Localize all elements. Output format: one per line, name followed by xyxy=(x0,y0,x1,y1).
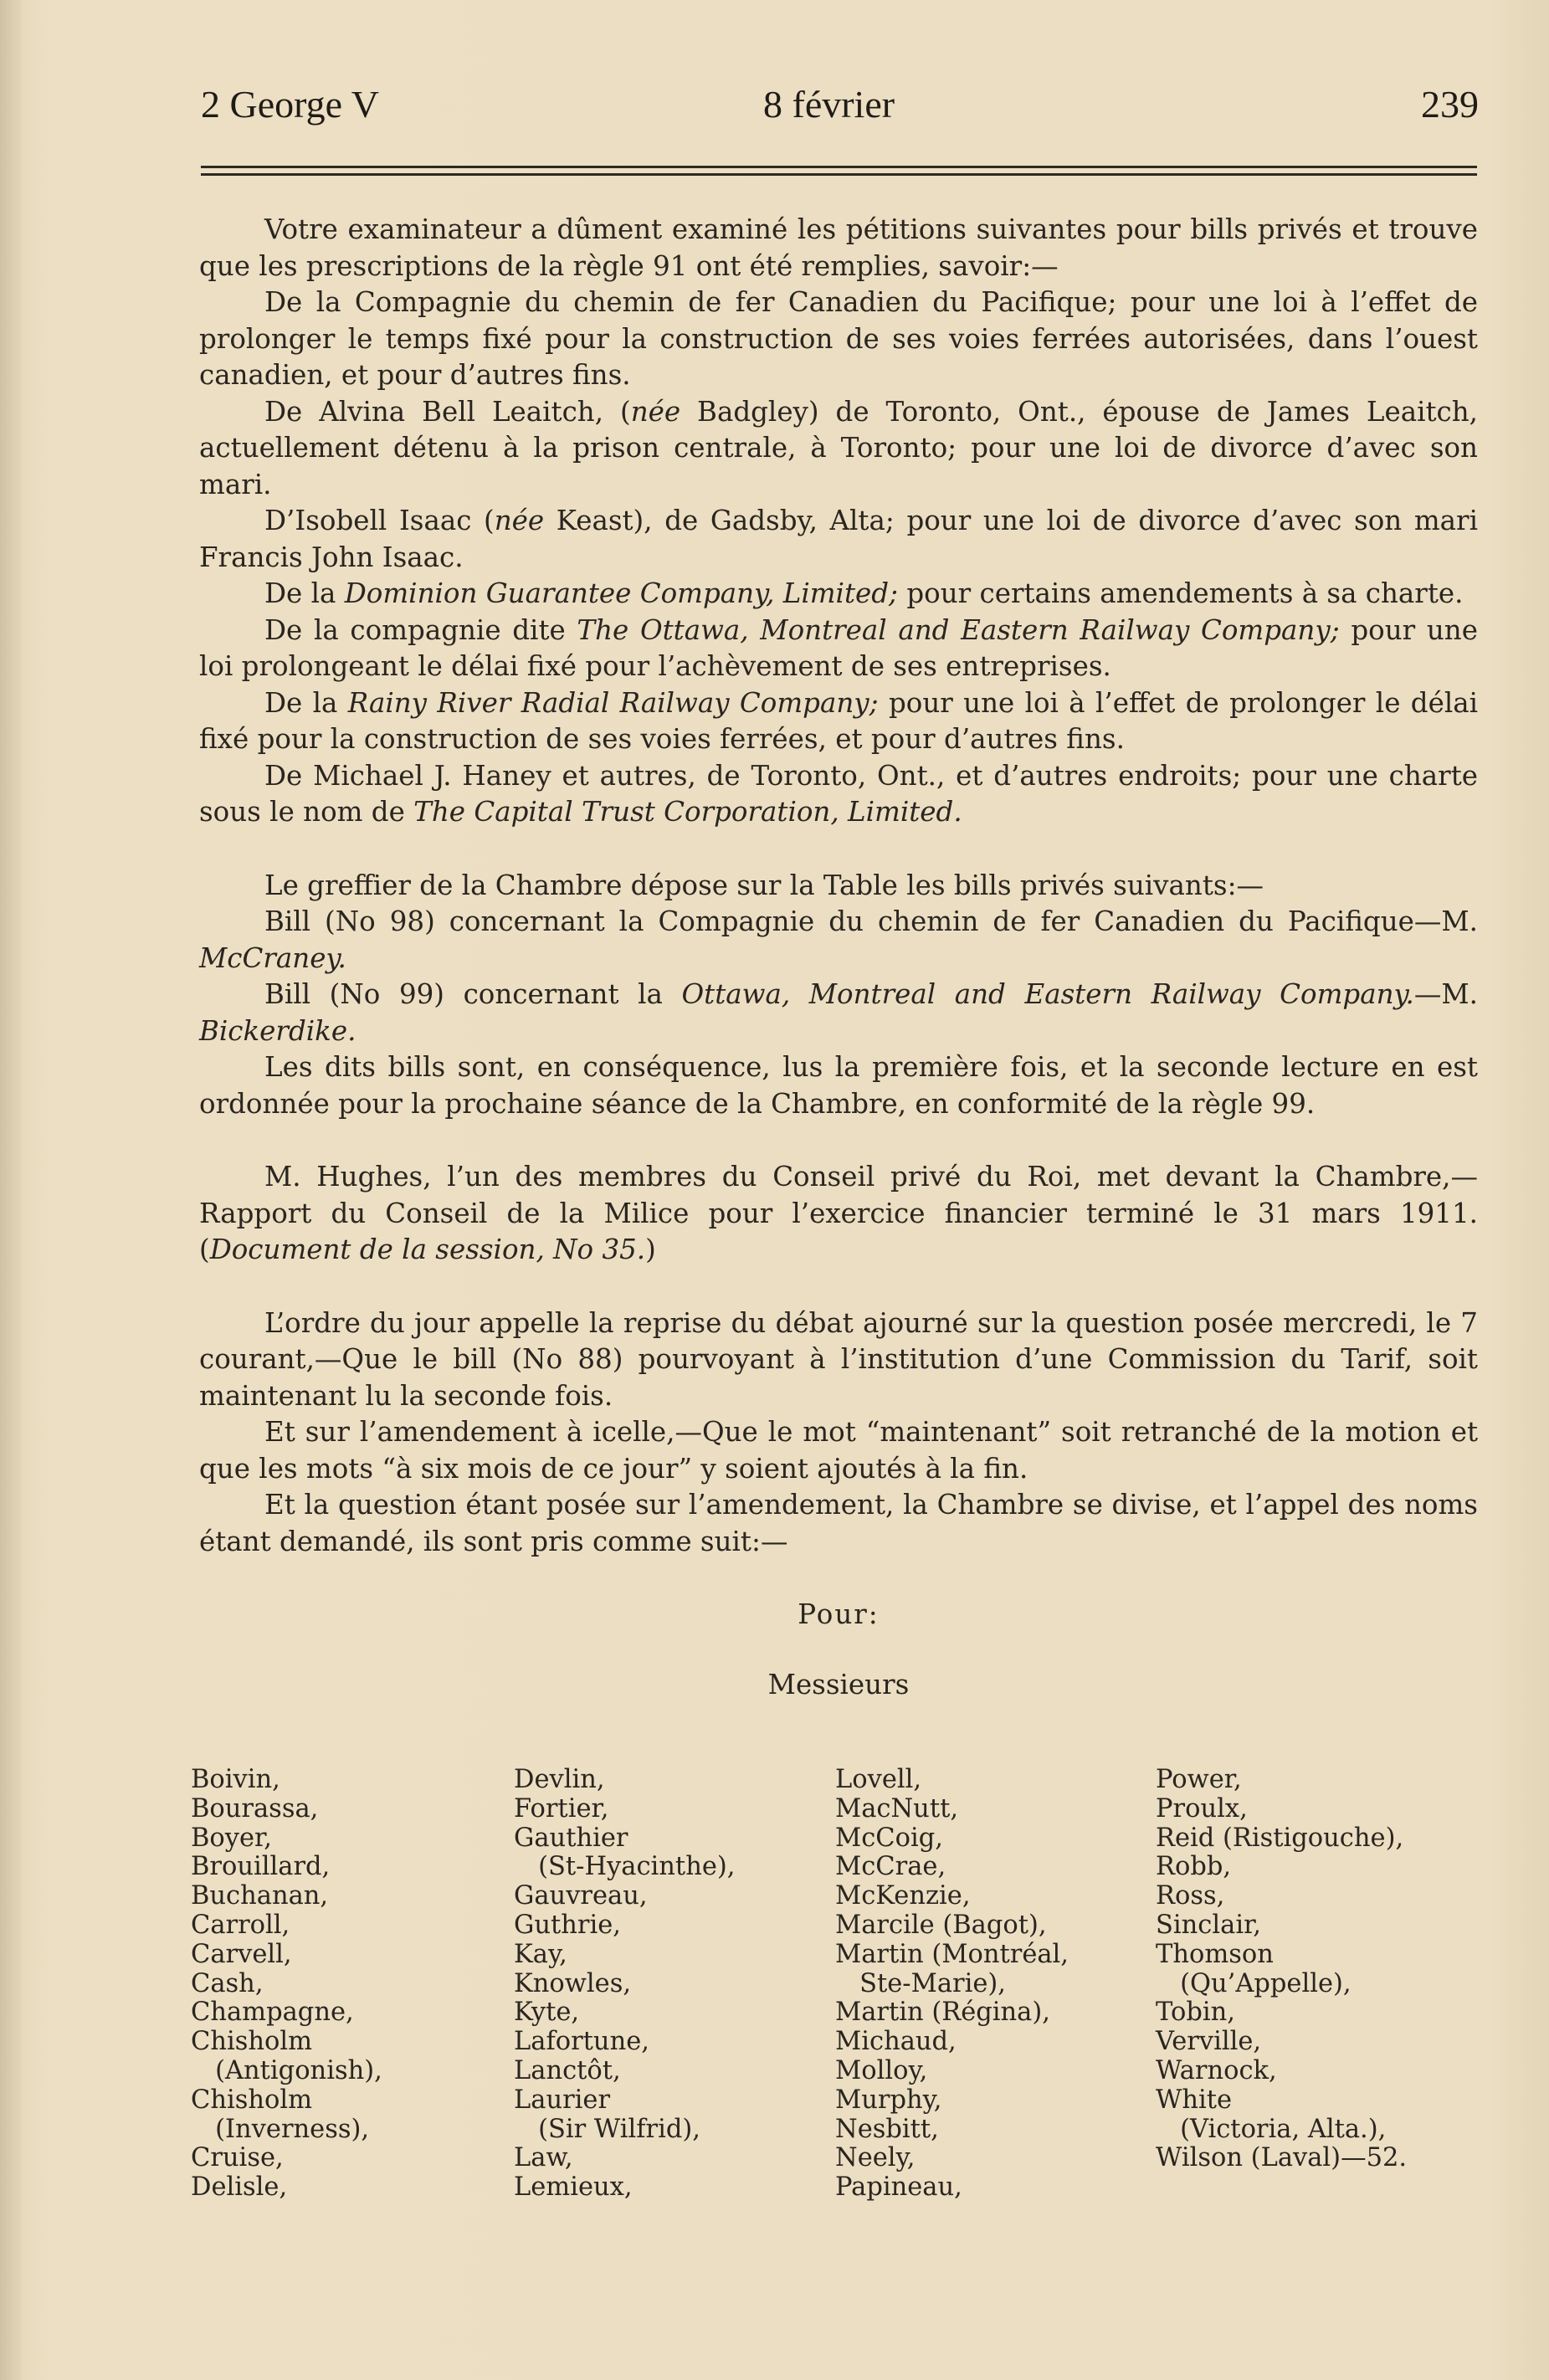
italic-run: The Capital Trust Corporation, Limited. xyxy=(413,796,962,828)
text-run: De Michael J. Haney et autres, de Toronto, Ont., et d’autres endroits; pour une charte sous le nom de xyxy=(199,759,1478,828)
member-name: (Victoria, Alta.), xyxy=(1156,2114,1387,2144)
member-name: Gauthier xyxy=(514,1823,628,1853)
member-name: McCrae, xyxy=(835,1852,946,1882)
text-run: De la compagnie dite xyxy=(264,613,577,646)
member-name: (St-Hyacinthe), xyxy=(514,1852,736,1882)
member-name: Tobin, xyxy=(1156,1998,1235,2028)
member-name: Marcile (Bagot), xyxy=(835,1910,1047,1940)
member-name: Martin (Régina), xyxy=(835,1998,1050,2028)
member-name: Neely, xyxy=(835,2143,916,2173)
member-name: Molloy, xyxy=(835,2055,928,2085)
member-name: Papineau, xyxy=(835,2172,962,2203)
journal-body xyxy=(199,212,1478,1703)
italic-run: née xyxy=(494,505,545,536)
italic-run: Rainy River Radial Railway Company; xyxy=(347,686,879,719)
paragraph xyxy=(199,904,1478,977)
member-name: Warnock, xyxy=(1156,2055,1277,2085)
member-name: (Antigonish), xyxy=(191,2055,382,2085)
member-name: (Qu’Appelle), xyxy=(1156,1968,1352,1998)
text-run: Les dits bills sont, en conséquence, lus la première fois, et la seconde lecture en est ordonnée pour la prochaine séance de la Chambre, en conformité de la règle 99. xyxy=(199,1051,1478,1120)
member-name: Chisholm xyxy=(191,2085,313,2115)
member-name: Buchanan, xyxy=(191,1881,329,1911)
text-run: pour une loi à l’effet de prolonger le délai fixé pour la construction de ses voies ferrées, et pour d’autres fins. xyxy=(199,686,1478,755)
member-name: Reid (Ristigouche), xyxy=(1156,1823,1404,1853)
running-header xyxy=(201,82,1479,141)
paragraph xyxy=(199,1049,1478,1122)
member-name: McCoig, xyxy=(835,1823,943,1853)
member-name: Lafortune, xyxy=(514,2027,649,2057)
text-run: Keast), de Gadsby, Alta; pour une loi de divorce d’avec son mari Francis John Isaac. xyxy=(199,505,1478,573)
italic-run: Bickerdike. xyxy=(199,1014,356,1047)
member-name: Proulx, xyxy=(1156,1793,1248,1823)
text-run: pour une loi prolongeant le délai fixé pour l’achèvement de ses entreprises. xyxy=(199,613,1478,682)
italic-run: Ottawa, Montreal and Eastern Railway Company. xyxy=(681,978,1414,1010)
member-name: Robb, xyxy=(1156,1852,1232,1882)
member-name: Thomson xyxy=(1156,1939,1274,1969)
paragraph xyxy=(199,613,1478,685)
member-name: Bourassa, xyxy=(191,1793,319,1823)
member-name: Gauvreau, xyxy=(514,1881,648,1911)
member-name: Ross, xyxy=(1156,1881,1225,1911)
page-binding-edge xyxy=(0,0,22,2380)
text-run: Votre examinateur a dûment examiné les pétitions suivantes pour bills privés et trouve que les prescriptions de la règle 91 ont été remplies, savoir:— xyxy=(199,213,1478,282)
member-name: Nesbitt, xyxy=(835,2114,939,2144)
name-column xyxy=(1156,1766,1490,2203)
member-name: (Sir Wilfrid), xyxy=(514,2114,700,2144)
italic-run: Document de la session, No 35. xyxy=(209,1234,646,1265)
paragraph xyxy=(199,1305,1478,1415)
member-name: Cruise, xyxy=(191,2143,284,2173)
text-run: Badgley) de Toronto, Ont., épouse de James Leaitch, actuellement détenu à la prison centrale, à Toronto; pour une loi de divorce d’avec son mari. xyxy=(199,395,1478,500)
member-name: Power, xyxy=(1156,1765,1242,1794)
member-name: Boivin, xyxy=(191,1765,280,1794)
member-name: MacNutt, xyxy=(835,1793,959,1823)
member-name: Lovell, xyxy=(835,1765,922,1794)
text-run: —M. xyxy=(1413,978,1478,1010)
vote-subheading: Messieurs xyxy=(767,1668,910,1700)
paragraph xyxy=(199,868,1478,905)
italic-run: Dominion Guarantee Company, Limited; xyxy=(344,577,899,609)
member-name: Fortier, xyxy=(514,1793,609,1823)
member-name: Chisholm xyxy=(191,2027,313,2057)
vote-heading: Pour: xyxy=(798,1598,880,1630)
member-name: Kay, xyxy=(514,1939,567,1969)
header-rule-top xyxy=(201,166,1477,168)
member-name: Carvell, xyxy=(191,1939,292,1969)
name-column xyxy=(514,1766,835,2203)
member-name: Martin (Montréal, xyxy=(835,1939,1069,1969)
paragraph xyxy=(199,212,1478,285)
member-name: Verville, xyxy=(1156,2027,1262,2057)
text-run: Bill (No 99) concernant la xyxy=(264,978,682,1010)
member-name: Wilson (Laval)—52. xyxy=(1156,2143,1408,2173)
member-name: Knowles, xyxy=(514,1968,632,1998)
paragraph xyxy=(199,285,1478,394)
italic-run: McCraney. xyxy=(199,941,346,974)
member-name: Guthrie, xyxy=(514,1910,621,1940)
paragraph xyxy=(199,977,1478,1049)
text-run: De la xyxy=(264,577,345,609)
page-number: 239 xyxy=(1421,83,1479,126)
text-run: De la Compagnie du chemin de fer Canadien du Pacifique; pour une loi à l’effet de prolonger le temps fixé pour la construction de ses voies ferrées autorisées, dans l’ouest canadien, et pour d’autres fins. xyxy=(199,286,1478,391)
text-run: Bill (No 98) concernant la Compagnie du chemin de fer Canadien du Pacifique—M. xyxy=(264,905,1478,937)
text-run: ) xyxy=(645,1234,656,1265)
member-name: Delisle, xyxy=(191,2172,288,2203)
member-name: Sinclair, xyxy=(1156,1910,1261,1940)
text-run: M. Hughes, l’un des membres du Conseil privé du Roi, met devant la Chambre,—Rapport du Conseil de la Milice pour l’exercice financier terminé le 31 mars 1911. ( xyxy=(199,1161,1478,1265)
member-name: Kyte, xyxy=(514,1998,580,2028)
text-run: pour certains amendements à sa charte. xyxy=(898,577,1464,609)
member-name: (Inverness), xyxy=(191,2114,370,2144)
member-name: Carroll, xyxy=(191,1910,290,1940)
text-run: Et la question étant posée sur l’amendement, la Chambre se divise, et l’appel des noms étant demandé, ils sont pris comme suit:— xyxy=(199,1489,1478,1557)
paragraph xyxy=(199,1487,1478,1560)
text-run: Le greffier de la Chambre dépose sur la Table les bills privés suivants:— xyxy=(264,869,1264,901)
member-name: Lanctôt, xyxy=(514,2055,621,2085)
text-run: De Alvina Bell Leaitch, ( xyxy=(264,395,631,428)
name-column xyxy=(191,1766,514,2203)
paragraph xyxy=(199,576,1478,613)
paragraph xyxy=(199,394,1478,504)
text-run: L’ordre du jour appelle la reprise du débat ajourné sur la question posée mercredi, le 7 courant,—Que le bill (No 88) pourvoyant à l’institution d’une Commission du Tarif, soit maintenant lu la seconde fois. xyxy=(199,1306,1478,1412)
member-name: Ste-Marie), xyxy=(835,1968,1006,1998)
paragraph xyxy=(199,1414,1478,1487)
italic-run: née xyxy=(630,395,681,428)
paragraph xyxy=(199,758,1478,831)
member-name: Laurier xyxy=(514,2085,611,2115)
paragraph xyxy=(199,503,1478,576)
vote-name-list xyxy=(191,1766,1496,2203)
member-name: White xyxy=(1156,2085,1233,2115)
name-column xyxy=(835,1766,1156,2203)
member-name: Michaud, xyxy=(835,2027,957,2057)
text-run: Et sur l’amendement à icelle,—Que le mot “maintenant” soit retranché de la motion et que les mots “à six mois de ce jour” y soient ajoutés à la fin. xyxy=(199,1416,1478,1485)
paragraph xyxy=(199,685,1478,758)
header-session: 2 George V xyxy=(201,83,379,126)
italic-run: The Ottawa, Montreal and Eastern Railway Company; xyxy=(577,613,1340,646)
text-run: D’Isobell Isaac ( xyxy=(264,505,495,536)
header-date: 8 février xyxy=(763,83,895,126)
header-rule-bottom xyxy=(201,173,1477,176)
paragraph xyxy=(199,1159,1478,1269)
member-name: Brouillard, xyxy=(191,1852,331,1882)
text-run: De la xyxy=(264,686,348,719)
member-name: Law, xyxy=(514,2143,573,2173)
member-name: Boyer, xyxy=(191,1823,272,1853)
member-name: Cash, xyxy=(191,1968,264,1998)
member-name: Murphy, xyxy=(835,2085,942,2115)
member-name: Devlin, xyxy=(514,1765,605,1794)
member-name: McKenzie, xyxy=(835,1881,971,1911)
member-name: Lemieux, xyxy=(514,2172,633,2203)
member-name: Champagne, xyxy=(191,1998,354,2028)
